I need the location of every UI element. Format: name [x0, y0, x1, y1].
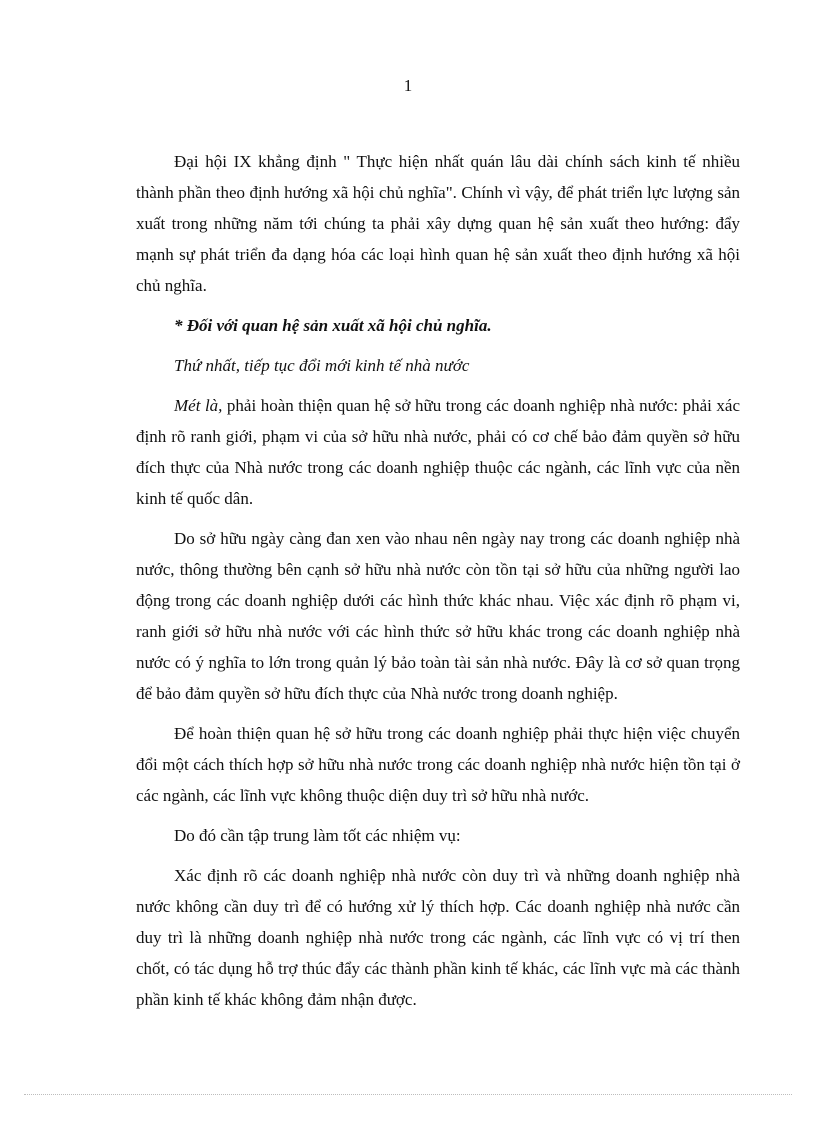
paragraph-4: Để hoàn thiện quan hệ sở hữu trong các doanh nghiệp phải thực hiện việc chuyển đổi một cách thích hợp sở hữu nhà nước trong các doanh nghiệp nhà nước hiện tồn tại ở các ngành, các lĩnh vực không thuộc diện duy trì sở hữu nhà nước.: [136, 724, 740, 805]
paragraph-3: Do sở hữu ngày càng đan xen vào nhau nên ngày nay trong các doanh nghiệp nhà nước, thông thường bên cạnh sở hữu nhà nước còn tồn tại sở hữu của những người lao động trong các doanh nghiệp dưới các hình thức khác nhau. Việc xác định rõ phạm vi, ranh giới sở hữu nhà nước với các hình thức sở hữu khác trong các doanh nghiệp nhà nước có ý nghĩa to lớn trong quản lý bảo toàn tài sản nhà nước. Đây là cơ sở quan trọng để bảo đảm quyền sở hữu đích thực của Nhà nước trong doanh nghiệp.: [136, 529, 740, 703]
page-number: 1: [403, 76, 413, 95]
page-bottom-border: [24, 1094, 792, 1095]
section-heading: * Đối với quan hệ sản xuất xã hội chủ nghĩa.: [174, 316, 492, 335]
paragraph-2-lead: Mét là,: [174, 396, 223, 415]
subsection-heading: Thứ nhất, tiếp tục đổi mới kinh tế nhà nước: [174, 356, 470, 375]
paragraph-5: Do đó cần tập trung làm tốt các nhiệm vụ:: [174, 826, 461, 845]
document-body: [136, 146, 740, 1024]
paragraph-2: [136, 390, 740, 514]
paragraph-2-body: phải hoàn thiện quan hệ sở hữu trong các doanh nghiệp nhà nước: phải xác định rõ ranh giới, phạm vi của sở hữu nhà nước, phải có cơ chế bảo đảm quyền sở hữu đích thực của Nhà nước trong các doanh nghiệp thuộc các ngành, các lĩnh vực của nền kinh tế quốc dân.: [136, 396, 740, 508]
paragraph-6: Xác định rõ các doanh nghiệp nhà nước còn duy trì và những doanh nghiệp nhà nước không cần duy trì để có hướng xử lý thích hợp. Các doanh nghiệp nhà nước cần duy trì là những doanh nghiệp nhà nước trong các ngành, các lĩnh vực có vị trí then chốt, có tác dụng hỗ trợ thúc đẩy các thành phần kinh tế khác, các lĩnh vực mà các thành phần kinh tế khác không đảm nhận được.: [136, 866, 740, 1009]
paragraph-1: Đại hội IX khẳng định " Thực hiện nhất quán lâu dài chính sách kinh tế nhiều thành phần theo định hướng xã hội chủ nghĩa". Chính vì vậy, để phát triển lực lượng sản xuất trong những năm tới chúng ta phải xây dựng quan hệ sản xuất theo hướng: đẩy mạnh sự phát triển đa dạng hóa các loại hình quan hệ sản xuất theo định hướng xã hội chủ nghĩa.: [136, 152, 740, 295]
